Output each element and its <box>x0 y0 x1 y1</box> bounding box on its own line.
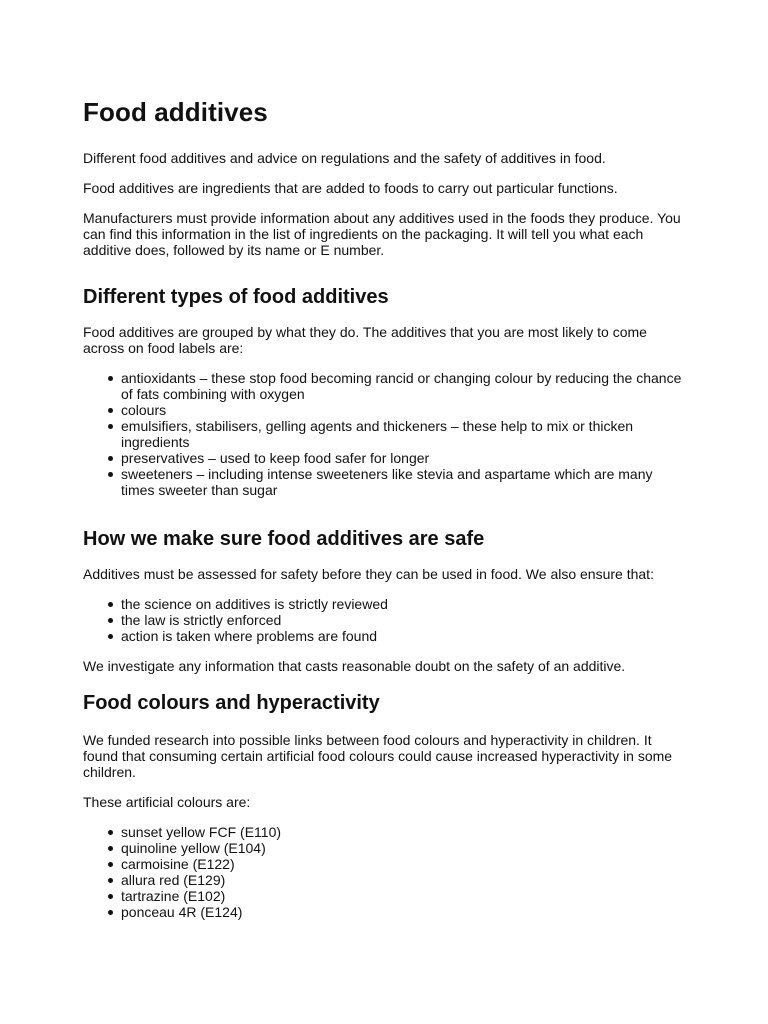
list-item: sweeteners – including intense sweeteners like stevia and aspartame which are many times sweeter than sugar <box>121 466 686 498</box>
intro-paragraph-2: Food additives are ingredients that are added to foods to carry out particular functions. <box>83 180 618 196</box>
list-item: preservatives – used to keep food safer for longer <box>121 450 686 466</box>
colours-paragraph: We funded research into possible links between food colours and hyperactivity in children. It found that consuming certain artificial food colours could cause increased hyperactivity in some children. <box>83 732 673 780</box>
list-item: ponceau 4R (E124) <box>121 904 686 920</box>
safety-closing: We investigate any information that casts reasonable doubt on the safety of an additive. <box>83 658 626 674</box>
list-item: the law is strictly enforced <box>121 612 686 628</box>
safety-lead: Additives must be assessed for safety before they can be used in food. We also ensure that: <box>83 566 654 582</box>
list-item: the science on additives is strictly reviewed <box>121 596 686 612</box>
colours-heading: Food colours and hyperactivity <box>83 692 380 714</box>
list-item: quinoline yellow (E104) <box>121 840 686 856</box>
list-item: emulsifiers, stabilisers, gelling agents and thickeners – these help to mix or thicken ingredients <box>121 418 686 450</box>
artificial-colours-list <box>83 824 686 920</box>
types-heading: Different types of food additives <box>83 286 389 308</box>
list-item: sunset yellow FCF (E110) <box>121 824 686 840</box>
additive-types-list <box>83 370 686 498</box>
list-item: carmoisine (E122) <box>121 856 686 872</box>
list-item: allura red (E129) <box>121 872 686 888</box>
types-lead: Food additives are grouped by what they do. The additives that you are most likely to come across on food labels are: <box>83 324 647 356</box>
list-item: tartrazine (E102) <box>121 888 686 904</box>
list-item: antioxidants – these stop food becoming rancid or changing colour by reducing the chance of fats combining with oxygen <box>121 370 686 402</box>
colours-lead: These artificial colours are: <box>83 794 251 810</box>
page-title: Food additives <box>83 97 268 127</box>
list-item: colours <box>121 402 686 418</box>
safety-heading: How we make sure food additives are safe <box>83 528 485 550</box>
intro-paragraph-3: Manufacturers must provide information about any additives used in the foods they produce. You can find this information in the list of ingredients on the packaging. It will tell you what each additive does, followed by its name or E number. <box>83 210 681 258</box>
list-item: action is taken where problems are found <box>121 628 686 644</box>
safety-list <box>83 596 686 644</box>
intro-paragraph-1: Different food additives and advice on regulations and the safety of additives in food. <box>83 150 606 166</box>
